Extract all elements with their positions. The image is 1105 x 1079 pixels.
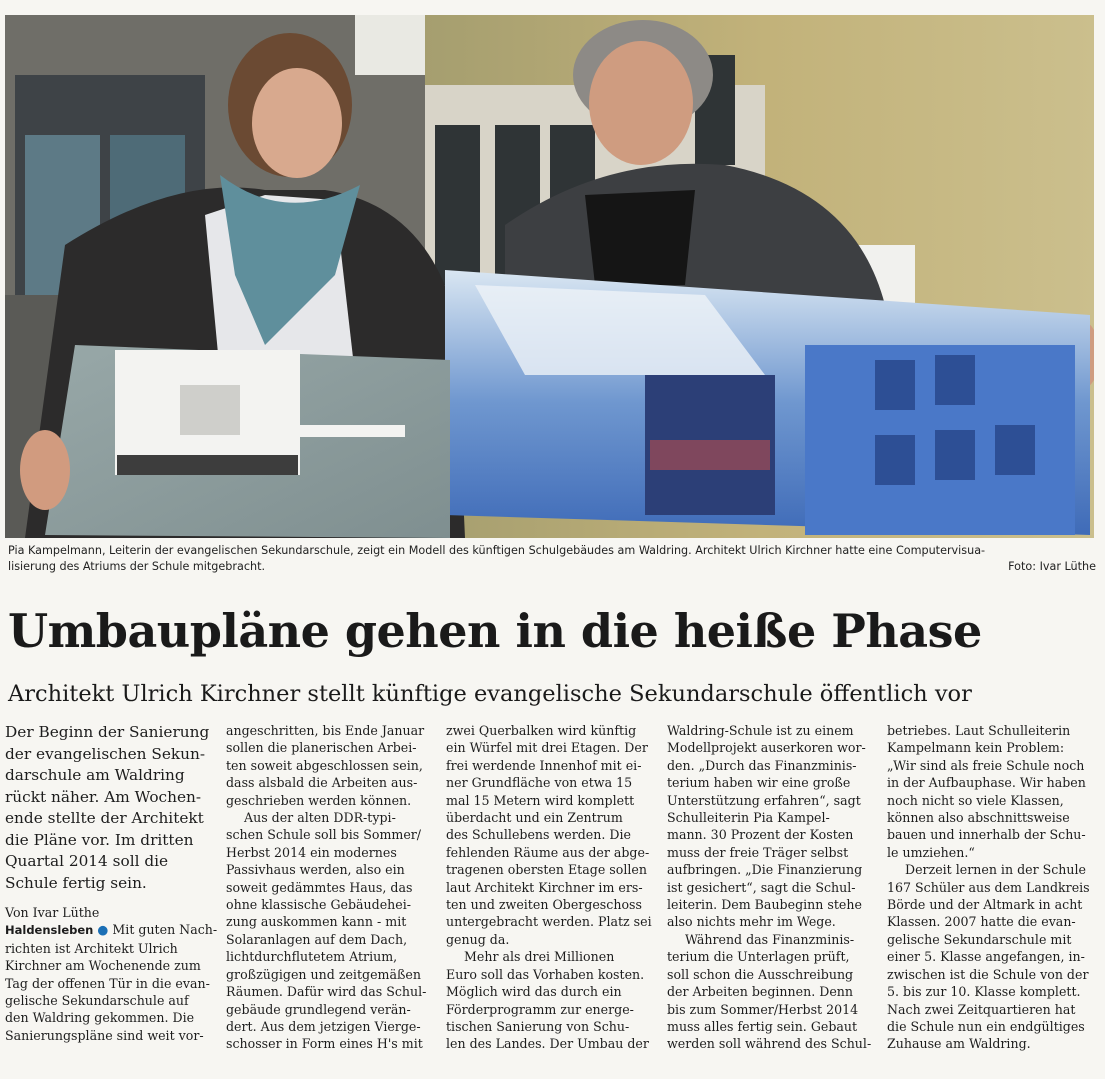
body-line: Solaranlagen auf dem Dach, [226, 931, 408, 947]
body-line: Modellprojekt auserkoren wor- [667, 740, 866, 756]
body-line: Mit guten Nach- [112, 922, 218, 938]
body-line: Euro soll das Vorhaben kosten. [446, 966, 645, 982]
body-line: „Wir sind als freie Schule noch [887, 757, 1085, 773]
body-line: Derzeit lernen in der Schule [905, 862, 1086, 878]
body-line: aufbringen. „Die Finanzierung [667, 862, 863, 878]
body-line: zwei Querbalken wird künftig [446, 723, 637, 738]
body-line: noch nicht so viele Klassen, [887, 792, 1064, 808]
body-line: leiterin. Dem Baubeginn stehe [667, 897, 862, 913]
body-line: len des Landes. Der Umbau der [446, 1036, 649, 1052]
body-line: Kampelmann kein Problem: [887, 740, 1065, 756]
byline: Von Ivar Lüthe [5, 905, 100, 920]
body-line: ten und zweiten Obergeschoss [446, 897, 642, 913]
body-line: terium die Unterlagen prüft, [667, 949, 850, 965]
body-line: genug da. [446, 931, 510, 947]
body-line: Zuhause am Waldring. [887, 1036, 1031, 1052]
body-line: terium haben wir eine große [667, 775, 851, 791]
body-line: schen Schule soll bis Sommer/ [226, 827, 422, 843]
body-line: richten ist Architekt Ulrich [5, 940, 178, 956]
body-line: einer 5. Klasse angefangen, in- [887, 949, 1085, 965]
body-line: Aus der alten DDR-typi- [244, 810, 396, 826]
body-line: le umziehen.“ [887, 844, 975, 860]
article-subheadline: Architekt Ulrich Kirchner stellt künftige evangelische Sekundarschule öffentlich vor [8, 681, 972, 707]
column-2 [226, 722, 436, 1053]
body-line: ein Würfel mit drei Etagen. Der [446, 740, 648, 756]
body-line: muss alles fertig sein. Gebaut [667, 1018, 858, 1034]
body-line: ist gesichert“, sagt die Schul- [667, 879, 856, 895]
lead-line: der evangelischen Sekun- [5, 744, 206, 763]
body-line: Tag der offenen Tür in die evan- [5, 975, 210, 991]
body-line: lichtdurchflutetem Atrium, [226, 949, 398, 965]
body-line: frei werdende Innenhof mit ei- [446, 757, 642, 773]
body-line: soll schon die Ausschreibung [667, 966, 854, 982]
body-line: der Arbeiten beginnen. Denn [667, 984, 853, 1000]
lead-line: Quartal 2014 soll die [5, 852, 169, 870]
body-line: 167 Schüler aus dem Landkreis [887, 879, 1090, 895]
body-line: Unterstützung erfahren“, sagt [667, 792, 861, 808]
body-line: laut Architekt Kirchner im ers- [446, 879, 643, 895]
column-5 [887, 722, 1099, 1053]
location-label: Haldensleben [5, 923, 94, 938]
body-line: Klassen. 2007 hatte die evan- [887, 914, 1076, 930]
lead-line: Der Beginn der Sanierung [5, 723, 210, 741]
body-line: also nichts mehr im Wege. [667, 914, 836, 930]
lead-line: rückt näher. Am Wochen- [5, 787, 202, 806]
body-line: des Schullebens werden. Die [446, 827, 631, 843]
body-line: Räumen. Dafür wird das Schul- [226, 984, 427, 1000]
caption-line-1: Pia Kampelmann, Leiterin der evangelischen Sekundarschule, zeigt ein Modell des künftigen Schulgebäudes am Waldring. Architekt Ulrich Kirchner hatte eine Computervisua- [8, 544, 986, 557]
body-line: 5. bis zur 10. Klasse komplett. [887, 984, 1081, 1000]
body-line: gebäude grundlegend verän- [226, 1001, 411, 1017]
body-line: angeschritten, bis Ende Januar [226, 723, 425, 738]
article-lead [5, 722, 215, 894]
article-headline: Umbaupläne gehen in die heiße Phase [8, 604, 982, 658]
body-line: den. „Durch das Finanzminis- [667, 757, 857, 773]
body-line: zwischen ist die Schule von der [887, 966, 1089, 982]
body-line: betriebes. Laut Schulleiterin [887, 723, 1071, 738]
body-line: Während das Finanzminis- [685, 931, 855, 947]
column-1 [5, 722, 218, 1044]
lead-line: Schule fertig sein. [5, 873, 147, 892]
body-line: Mehr als drei Millionen [464, 949, 615, 965]
column-4 [667, 722, 877, 1053]
body-line: Möglich wird das durch ein [446, 984, 622, 1000]
body-line: mal 15 Metern wird komplett [446, 792, 635, 808]
body-line: Nach zwei Zeitquartieren hat [887, 1001, 1076, 1017]
body-line: zung auskommen kann - mit [226, 914, 407, 930]
body-line: überdacht und ein Zentrum [446, 810, 623, 826]
photo-credit: Foto: Ivar Lüthe [1008, 560, 1096, 573]
body-line: großzügigen und zeitgemäßen [226, 966, 421, 982]
article-photo [5, 15, 1094, 538]
body-line: Waldring-Schule ist zu einem [667, 723, 854, 738]
body-line: Passivhaus werden, also ein [226, 862, 405, 878]
body-line: dert. Aus dem jetzigen Vierge- [226, 1018, 421, 1034]
body-line: werden soll während des Schul- [667, 1036, 872, 1052]
column-3 [446, 722, 656, 1053]
body-line: geschrieben werden können. [226, 792, 412, 808]
body-line: muss der freie Träger selbst [667, 844, 849, 860]
body-line: tragenen obersten Etage sollen [446, 862, 647, 878]
body-line: ner Grundfläche von etwa 15 [446, 775, 633, 791]
lead-line: die Pläne vor. Im dritten [5, 830, 194, 849]
body-line: Förderprogramm zur energe- [446, 1001, 634, 1017]
body-line: fehlenden Räume aus der abge- [446, 844, 650, 860]
body-line: sollen die planerischen Arbei- [226, 740, 417, 756]
lead-line: ende stellte der Architekt [5, 809, 204, 827]
body-line: bauen und innerhalb der Schu- [887, 827, 1086, 843]
body-line: in der Aufbauphase. Wir haben [887, 775, 1086, 791]
body-line: ohne klassische Gebäudehei- [226, 897, 412, 913]
body-line: untergebracht werden. Platz sei [446, 914, 652, 930]
body-line: mann. 30 Prozent der Kosten [667, 827, 854, 843]
body-line: soweit gedämmtes Haus, das [226, 879, 413, 895]
body-line: schosser in Form eines H's mit [226, 1036, 423, 1052]
photo-caption [8, 543, 1096, 575]
body-line: bis zum Sommer/Herbst 2014 [667, 1001, 859, 1017]
photo-illustration [5, 15, 1094, 538]
lead-line: darschule am Waldring [5, 766, 185, 784]
bullet-icon: ● [97, 922, 109, 938]
body-line: ten soweit abgeschlossen sein, [226, 757, 423, 773]
body-line: den Waldring gekommen. Die [5, 1010, 195, 1026]
body-line: gelische Sekundarschule auf [5, 993, 189, 1009]
caption-line-2: lisierung des Atriums der Schule mitgebracht. [8, 560, 266, 573]
body-line: tischen Sanierung von Schu- [446, 1018, 630, 1034]
body-line: Kirchner am Wochenende zum [5, 958, 201, 974]
body-line: gelische Sekundarschule mit [887, 931, 1072, 947]
body-line: können also abschnittsweise [887, 810, 1070, 826]
body-line: die Schule nun ein endgültiges [887, 1018, 1085, 1034]
body-line: Börde und der Altmark in acht [887, 897, 1083, 913]
body-line: dass alsbald die Arbeiten aus- [226, 775, 418, 791]
body-line: Sanierungspläne sind weit vor- [5, 1027, 204, 1043]
body-line: Schulleiterin Pia Kampel- [667, 810, 830, 826]
body-line: Herbst 2014 ein modernes [226, 844, 397, 860]
